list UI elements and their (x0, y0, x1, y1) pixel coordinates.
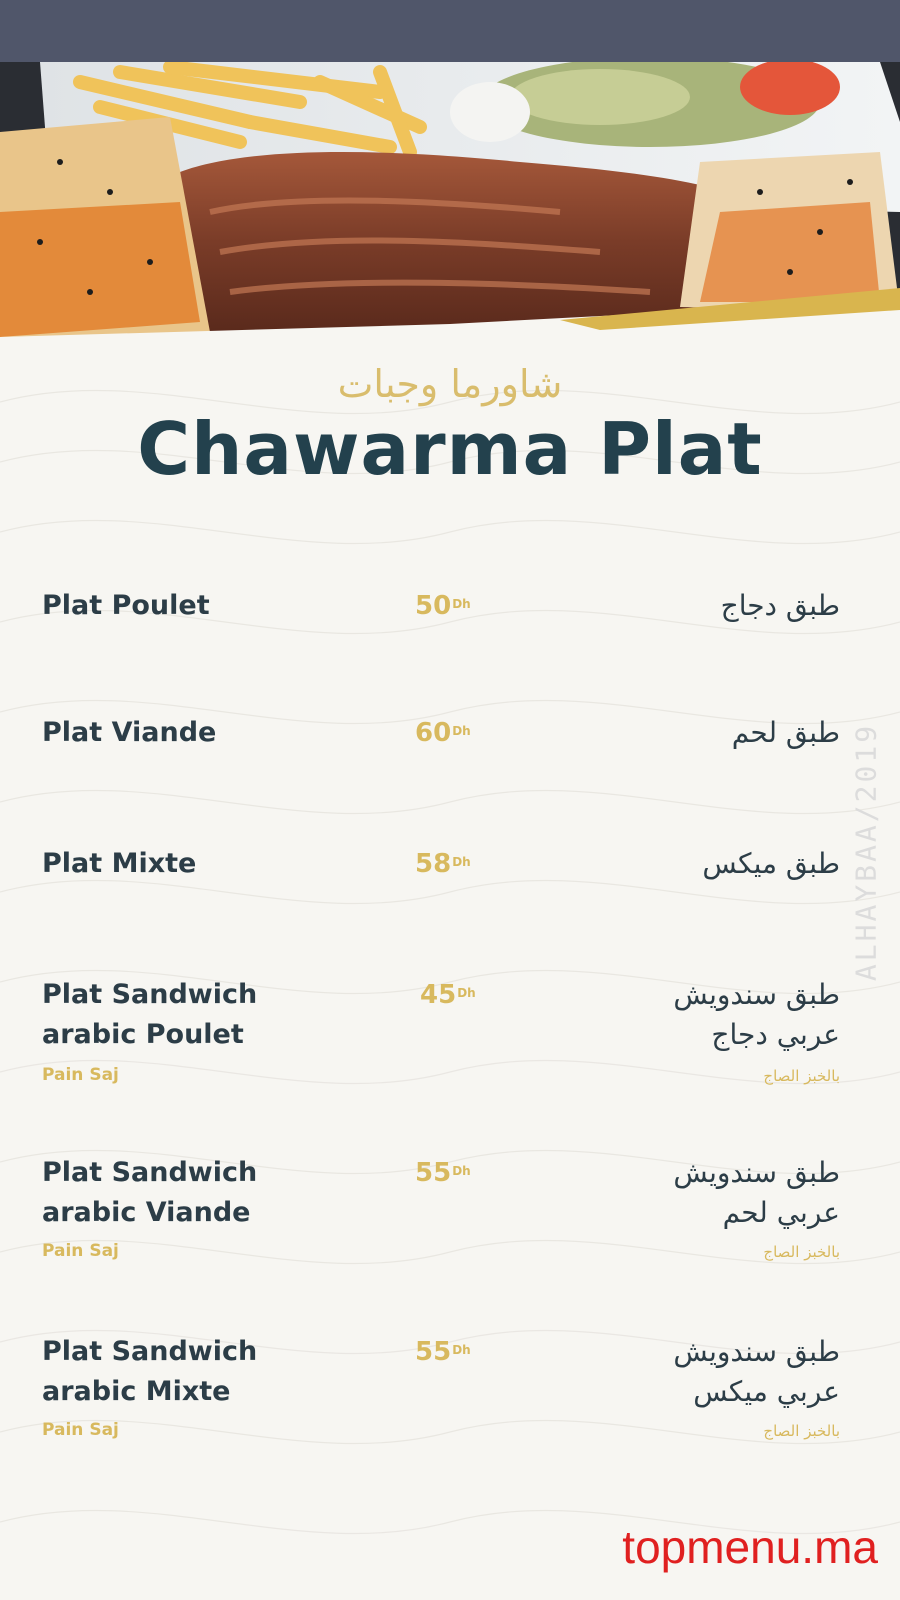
item-note-fr: Pain Saj (42, 1065, 119, 1085)
item-name-fr: Plat Sandwich arabic Poulet (42, 979, 258, 1050)
item-name-ar: طبق سندويش عربي لحم (673, 1156, 840, 1229)
item-price: $55^{Dh}$ (415, 1337, 471, 1367)
item-name-ar: طبق لحم (731, 716, 840, 749)
watermark (846, 632, 886, 1072)
item-note-ar: بالخبز الصاج (763, 1243, 840, 1261)
item-name-ar: طبق سندويش عربي دجاج (673, 978, 840, 1051)
item-name-fr: Plat Viande (42, 717, 217, 748)
site-watermark-label[interactable]: topmenu.ma (622, 1521, 878, 1573)
item-note-fr: Pain Saj (42, 1241, 119, 1261)
item-note-fr: Pain Saj (42, 1420, 119, 1440)
menu-title-french: Chawarma Plat (137, 407, 763, 491)
item-name-fr: Plat Sandwich arabic Viande (42, 1157, 258, 1228)
watermark-text: ALHAYBAA/2019 (849, 722, 883, 982)
item-name-ar: طبق ميكس (702, 847, 840, 880)
item-name-ar: طبق دجاج (720, 589, 840, 622)
menu-title-arabic: شاورما وجبات (337, 362, 563, 406)
item-note-ar: بالخبز الصاج (763, 1422, 840, 1440)
item-name-ar: طبق سندويش عربي ميكس (673, 1335, 840, 1408)
item-price: $55^{Dh}$ (415, 1158, 471, 1188)
top-status-bar (0, 0, 900, 62)
menu-page (0, 62, 900, 1600)
item-price: $58^{Dh}$ (415, 849, 471, 879)
item-name-fr: Plat Mixte (42, 848, 197, 879)
item-price: $50^{Dh}$ (415, 591, 471, 621)
item-name-fr: Plat Poulet (42, 590, 210, 621)
item-price: $45^{Dh}$ (420, 980, 476, 1010)
hero-food-photo (0, 62, 900, 352)
item-price: $60^{Dh}$ (415, 718, 471, 748)
item-note-ar: بالخبز الصاج (763, 1067, 840, 1085)
item-name-fr: Plat Sandwich arabic Mixte (42, 1336, 258, 1407)
